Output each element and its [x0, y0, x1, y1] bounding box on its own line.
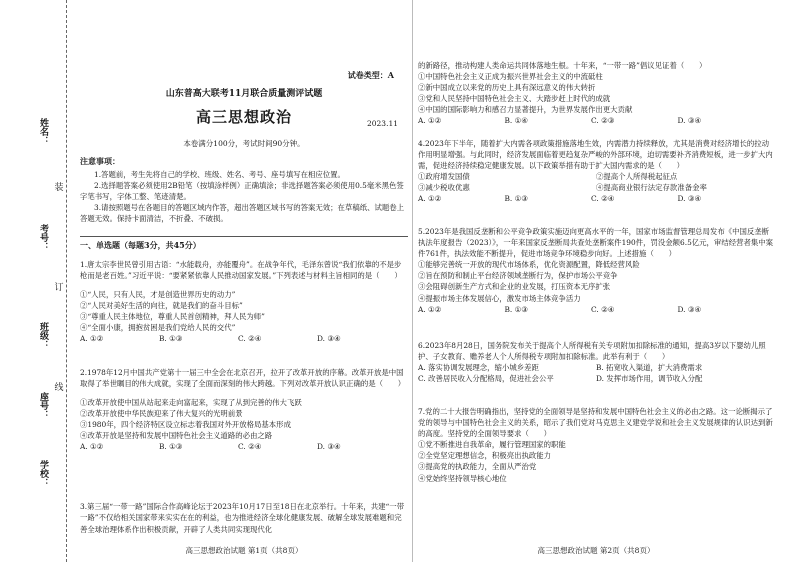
question-option: ②旨在预防和制止平台经济领域垄断行为，保护市场公平竞争 [418, 271, 618, 281]
question-option: ③1980年，四个经济特区设立标志着我国对外开放格局基本形成 [80, 420, 291, 430]
question-option: ①能够完善统一开放的现代市场体系，优化资源配置，降低经营风险 [418, 260, 640, 270]
question-option: ②改革开放使中华民族迎来了伟大复兴的光明前景 [80, 409, 243, 419]
note-item: 1.答题前，考生先将自己的学校、班级、姓名、考号、座号填写在相应位置。 [94, 170, 345, 180]
exam-info: 本卷满分100分，考试时间90分钟。 [183, 139, 305, 148]
exam-title: 山东普高大联考11月联合质量测评试题 [165, 89, 323, 99]
left-column [80, 0, 408, 562]
question-stem: 6.2023年8月28日，国务院发布关于提高个人所得税有关专项附加扣除标准的通知，提高3岁以下婴幼儿照护、子女教育、赡养老人个人所得税专项附加扣除标准。此举有利于（ ） [418, 341, 766, 362]
choice-c[interactable]: C. ②③ [591, 116, 615, 126]
choice-a[interactable]: A. 落实协调发展理念，缩小城乡差距 [418, 363, 539, 373]
answer-choices [80, 441, 406, 452]
binding-word: 装 [54, 180, 64, 193]
question-stem: 1.唐太宗李世民曾引用古语：“水能载舟，亦能覆舟”。在战争年代，毛泽东曾说“我们依靠的不是步枪而是老百姓。”习近平说：“要紧紧依靠人民推动国家发展。”下列表述与材料主旨相同的是（ ） [80, 260, 402, 281]
note-item: 2.选择题答案必须使用2B铅笔（按填涂样例）正确填涂；非选择题答案必须使用0.5毫米黑色签字笔书写，字体工整、笔迹清楚。 [80, 181, 404, 202]
section-heading: 一、单选题（每题3分，共45分） [80, 240, 201, 250]
question-stem: 7.党的二十大报告明确指出，坚持党的全面领导是坚持和发展中国特色社会主义的必由之路。这一论断揭示了党的领导与中国特色社会主义的关系，昭示了我们党对马克思主义建党学说和社会主义发展规律的认识达到新的高度。坚持党的全面领导要求（ ） [418, 407, 773, 439]
choice-b[interactable]: B. ①③ [159, 334, 183, 344]
answer-choices [418, 362, 774, 384]
subject-title: 高三思想政治 [195, 108, 292, 126]
answer-choices [418, 115, 774, 126]
question-1 [80, 252, 406, 344]
question-option: ③减少税收优惠 [418, 183, 470, 193]
question-option: ③“尊重人民主体地位，尊重人民首创精神，拜人民为师” [80, 312, 265, 322]
question-option: ①中国特色社会主义正成为振兴世界社会主义的中流砥柱 [418, 72, 603, 82]
choice-b[interactable]: B. ①③ [159, 442, 183, 452]
choice-d[interactable]: D. ③④ [677, 194, 702, 204]
question-option: ④改革开放是坚持和发展中国特色社会主义道路的必由之路 [80, 431, 273, 441]
question-4 [418, 138, 774, 205]
choice-b[interactable]: B. 拓宽收入渠道，扩大消费需求 [596, 363, 703, 373]
question-stem: 4.2023年下半年，随着扩大内需各项政策措施落地生效，内需潜力持续释放，尤其是消费对经济增长的拉动作用明显增强。与此同时，经济发展面临着更趋复杂严峻的外部环境，迫切需要补齐消费短板，进一步扩大内需，促进经济持续稳定健康发展。以下政策举措有助于扩大国内需求的是（ ） [418, 139, 773, 171]
question-option: ④提振市场主体发展信心，激发市场主体竞争活力 [418, 293, 581, 303]
choice-a[interactable]: A. ①② [80, 442, 104, 452]
choice-d[interactable]: D. ③④ [677, 116, 702, 126]
question-option: ③党和人民坚持中国特色社会主义、大踏步赶上时代的成就 [418, 94, 611, 104]
question-stem: 2.1978年12月中国共产党第十一届三中全会在北京召开，拉开了改革开放的序幕。改革开放是中国取得了举世瞩目的伟大成就，实现了全面而深刻的伟大跨越。下列对改革开放认识正确的是（ ） [80, 368, 406, 389]
question-3-continued [418, 60, 774, 127]
question-option: ④提高商业银行法定存款准备金率 [596, 183, 707, 193]
question-stem: 5.2023年是我国反垄断和公平竞争政策实施迈向更高水平的一年，国家市场监督管理总局发布《中国反垄断执法年度报告（2023）》，一年来国家反垄断局共查处垄断案件190件，罚没金额6.5亿元，审结经营者集中案件761件，执法效能不断提升，促进市场竞争环境稳步向好。上述措施（ ） [418, 227, 774, 259]
question-option: ④中国的国际影响力和感召力显著提升，为世界发展作出更大贡献 [418, 105, 633, 115]
binding-exam-number: 考号： [38, 224, 48, 251]
right-column [418, 0, 778, 562]
choice-d[interactable]: D. 发挥市场作用，调节收入分配 [596, 374, 703, 384]
question-5 [418, 226, 774, 315]
question-option: ③会阻碍创新生产方式和企业的业发展，打压资本无序扩张 [418, 282, 611, 292]
choice-c[interactable]: C. ②④ [238, 334, 262, 344]
binding-word: 订 [54, 280, 64, 293]
choice-b[interactable]: B. ①④ [504, 116, 528, 126]
question-option: ①党不断推进自我革命，履行管理国家的职能 [418, 440, 566, 450]
question-option: ①“人民，只有人民，才是创造世界历史的动力” [80, 289, 236, 299]
answer-choices [418, 304, 774, 315]
page-footer: 高三思想政治试题 第2页（共8页） [537, 545, 655, 555]
binding-strip [0, 0, 72, 562]
question-2 [80, 360, 406, 452]
binding-school: 学校： [38, 460, 48, 487]
notes-heading: 注意事项： [80, 156, 120, 166]
note-item: 3.请按照题号在各题目的答题区域内作答，超出答题区域书写的答案无效；在草稿纸、试题卷上答题无效。保持卡面清洁，不折叠、不破损。 [80, 203, 405, 224]
question-option: ②“人民对美好生活的向往，就是我们的奋斗目标” [80, 301, 243, 311]
choice-c[interactable]: C. ②④ [591, 194, 615, 204]
question-stem: 3.第三届“一带一路”国际合作高峰论坛于2023年10月17日至18日在北京举行。十年来，共建“一带一路”不仅给相关国家带来实实在在的利益，也为推进经济全球化健康发展、破解全球发展难题和完善全球治理体系作出积极贡献，开辟了人类共同实现现代化 [80, 502, 405, 534]
question-option: ②提高个人所得税起征点 [596, 172, 678, 182]
answer-choices [80, 333, 406, 344]
answer-choices [418, 193, 774, 204]
choice-c[interactable]: C. 改善居民收入分配格局，促进社会公平 [418, 374, 554, 384]
binding-dashed-line [66, 0, 67, 562]
choice-a[interactable]: A. ①② [418, 194, 442, 204]
question-option: ③提高党的执政能力，全面从严治党 [418, 462, 537, 472]
question-option: ①改革开放使中国从站起来走向富起来，实现了从到完善的伟大飞跃 [80, 397, 302, 407]
question-option: ①政府增发国债 [418, 172, 470, 182]
option-grid [418, 171, 774, 193]
binding-name: 姓名： [38, 118, 48, 145]
binding-class: 班级： [38, 322, 48, 349]
question-7 [418, 406, 774, 484]
choice-c[interactable]: C. ②④ [238, 442, 262, 452]
choice-d[interactable]: D. ③④ [317, 334, 341, 344]
question-stem: 的新路径，推动构建人类命运共同体落地生根。十年来，“一带一路”倡议见证着（ ） [418, 61, 707, 70]
notes [80, 156, 408, 225]
question-option: ④党始终坚持领导核心地位 [418, 473, 507, 483]
choice-b[interactable]: B. ①③ [504, 194, 528, 204]
section-divider [80, 236, 408, 237]
choice-a[interactable]: A. ①② [418, 304, 442, 314]
page-footer: 高三思想政治试题 第1页（共8页） [185, 545, 303, 555]
choice-d[interactable]: D. ③④ [677, 304, 702, 314]
question-3 [80, 494, 406, 542]
choice-c[interactable]: C. ②④ [591, 304, 615, 314]
question-option: ②全党坚定理想信念，积极亮出执政能力 [418, 451, 552, 461]
question-option: ④“全面小康，拥抱贫困是我们党给人民的交代” [80, 323, 236, 333]
question-option: ②新中国成立以来党的历史上具有深远意义的伟大转折 [418, 83, 596, 93]
column-divider [412, 0, 413, 562]
binding-word: 线 [54, 380, 64, 393]
choice-a[interactable]: A. ①② [80, 334, 104, 344]
choice-d[interactable]: D. ③④ [317, 442, 341, 452]
paper-type: 试卷类型：A [347, 70, 394, 80]
question-6 [418, 340, 774, 384]
exam-date: 2023.11 [366, 119, 398, 128]
choice-b[interactable]: B. ①③ [504, 304, 528, 314]
binding-seat-number: 座号： [38, 392, 48, 419]
choice-a[interactable]: A. ①② [418, 116, 442, 126]
